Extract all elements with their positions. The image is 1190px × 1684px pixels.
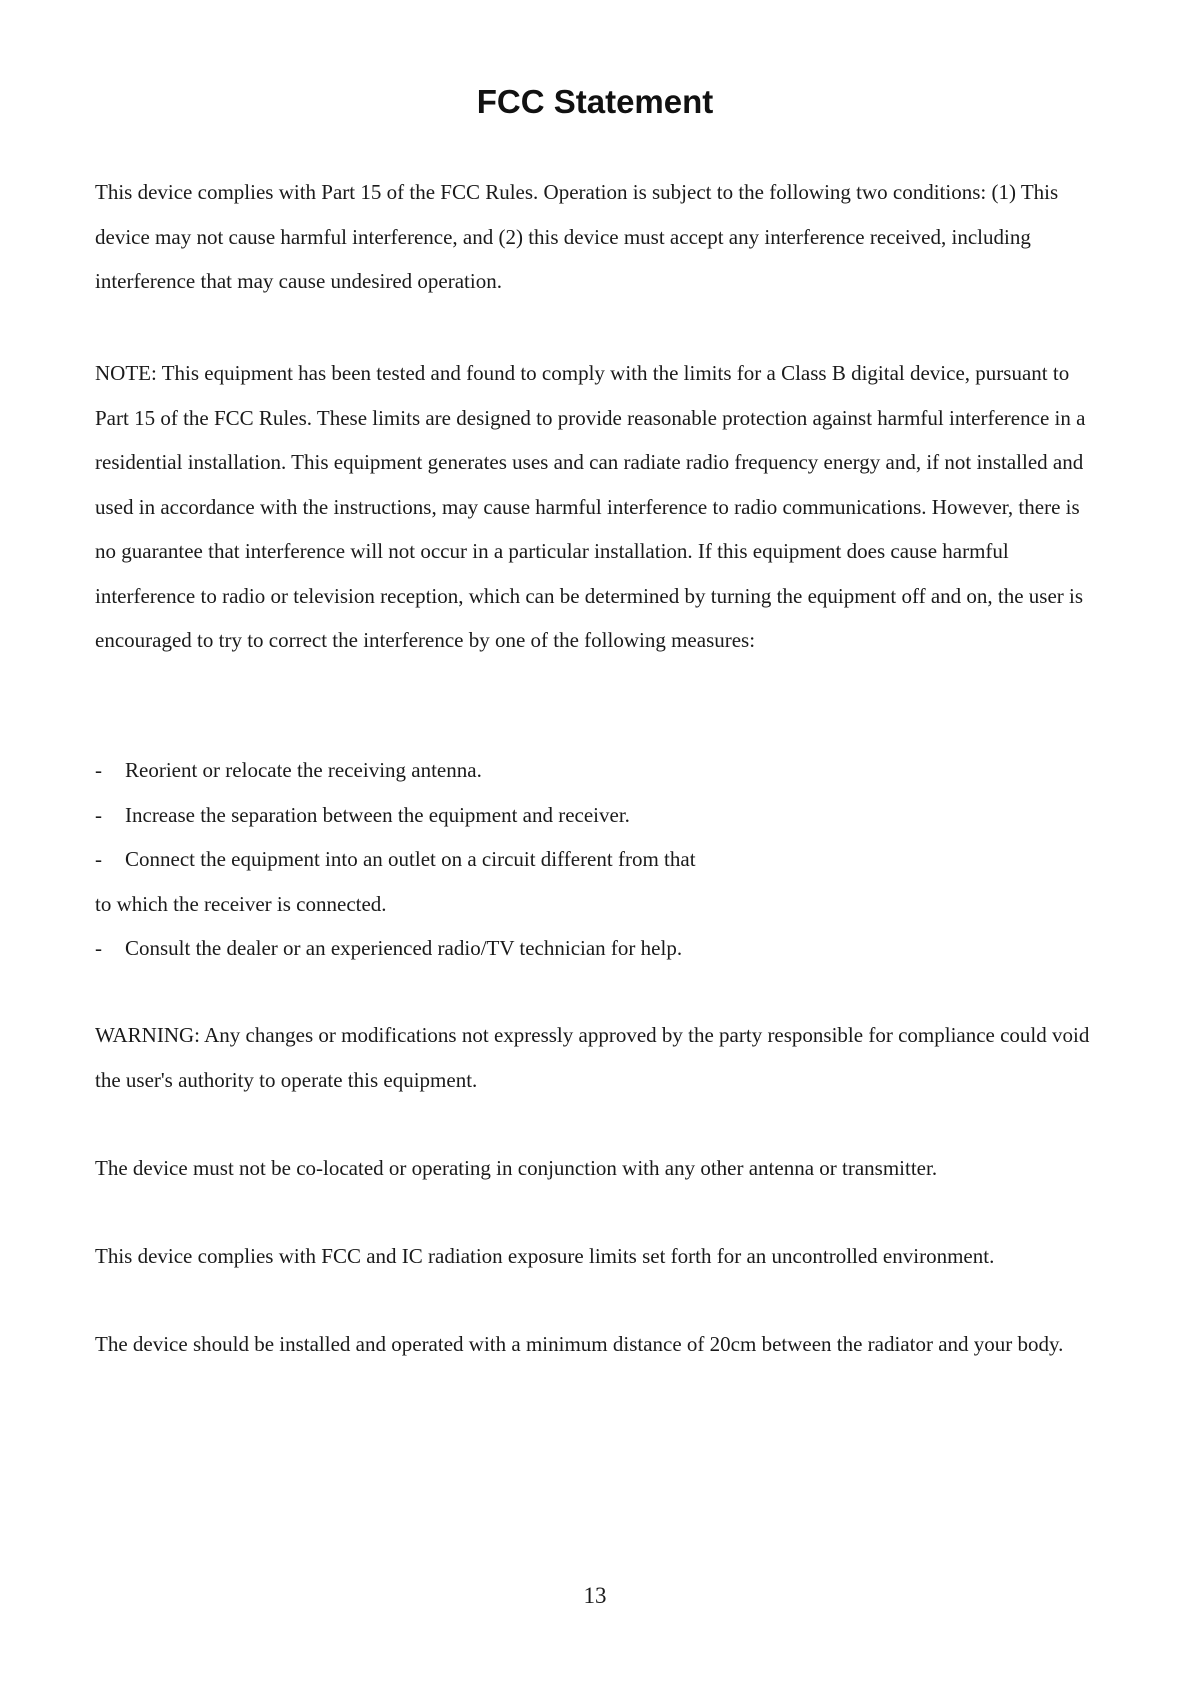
- bullet-dash: -: [95, 802, 102, 827]
- page-number: 13: [583, 1583, 607, 1608]
- warning-paragraph: WARNING: Any changes or modifications not expressly approved by the party responsible for compliance could void the user's authority to operate this equipment.: [95, 1023, 1090, 1092]
- colocation-paragraph: The device must not be co-located or operating in conjunction with any other antenna or transmitter.: [95, 1156, 938, 1180]
- bullet-dash: -: [95, 758, 102, 782]
- measures-list: [95, 748, 1105, 971]
- list-item-continuation: [95, 882, 1105, 927]
- note-paragraph: NOTE: This equipment has been tested and found to comply with the limits for a Class B digital device, pursuant to Part 15 of the FCC Rules. These limits are designed to provide reasonable protection against harmful interference in a residential installation. This equipment generates uses and can radiate radio frequency energy and, if not installed and used in accordance with the instructions, may cause harmful interference to radio communications. However, there is no guarantee that interference will not occur in a particular installation. If this equipment does cause harmful interference to radio or television reception, which can be determined by turning the equipment off and on, the user is encouraged to try to correct the interference by one of the following measures:: [95, 361, 1086, 652]
- list-item-text: Reorient or relocate the receiving antenna.: [125, 758, 482, 782]
- bullet-dash: -: [95, 847, 102, 871]
- list-item: [95, 793, 1105, 838]
- list-item-text: to which the receiver is connected.: [95, 891, 387, 916]
- list-item: [95, 926, 1105, 971]
- distance-paragraph: The device should be installed and operated with a minimum distance of 20cm between the radiator and your body.: [95, 1332, 1064, 1356]
- list-item: [95, 748, 1105, 793]
- bullet-dash: -: [95, 936, 102, 960]
- list-item-text: Connect the equipment into an outlet on a circuit different from that: [125, 847, 696, 871]
- page-title: FCC Statement: [476, 83, 714, 120]
- exposure-paragraph: This device complies with FCC and IC radiation exposure limits set forth for an uncontrolled environment.: [95, 1244, 995, 1268]
- list-item: [95, 837, 1105, 882]
- list-item-text: Consult the dealer or an experienced radio/TV technician for help.: [125, 936, 683, 960]
- list-item-text: Increase the separation between the equipment and receiver.: [125, 802, 630, 827]
- compliance-paragraph: This device complies with Part 15 of the FCC Rules. Operation is subject to the following two conditions: (1) This device may not cause harmful interference, and (2) this device must accept any interference received, including interference that may cause undesired operation.: [95, 180, 1059, 293]
